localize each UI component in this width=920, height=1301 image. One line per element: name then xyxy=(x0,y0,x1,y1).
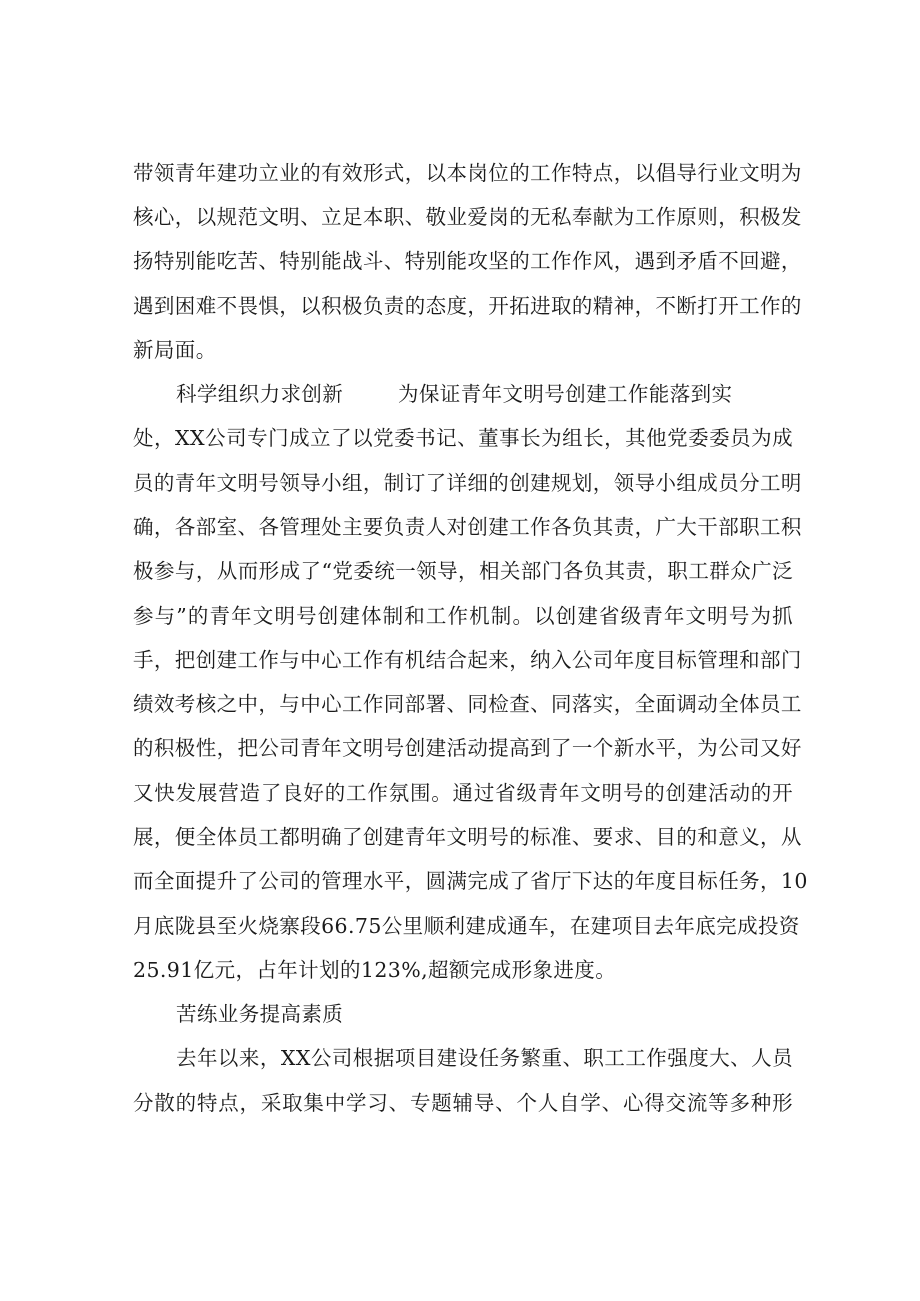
paragraph-start: 为保证青年文明号创建工作能落到实 xyxy=(398,382,733,406)
text-line: 而全面提升了公司的管理水平，圆满完成了省厅下达的年度目标任务，10 xyxy=(133,869,808,893)
text-line: 核心，以规范文明、立足本职、敬业爱岗的无私奉献为工作原则，积极发 xyxy=(133,205,802,229)
text-line: 去年以来，XX公司根据项目建设任务繁重、职工工作强度大、人员 xyxy=(176,1046,793,1070)
text-line: 极参与，从而形成了“党委统一领导，相关部门各负其责，职工群众广泛 xyxy=(133,559,793,583)
text-line: 处，XX公司专门成立了以党委书记、董事长为组长，其他党委委员为成 xyxy=(133,426,793,450)
section-heading-row xyxy=(176,378,793,410)
text-line: 的积极性，把公司青年文明号创建活动提高到了一个新水平，为公司又好 xyxy=(133,736,802,760)
text-line: 确，各部室、各管理处主要负责人对创建工作各负其责，广大干部职工积 xyxy=(133,515,802,539)
text-line: 带领青年建功立业的有效形式，以本岗位的工作特点，以倡导行业文明为 xyxy=(133,161,802,185)
text-line: 员的青年文明号领导小组，制订了详细的创建规划，领导小组成员分工明 xyxy=(133,471,802,495)
text-line: 25.91亿元，占年计划的123%,超额完成形象进度。 xyxy=(133,958,617,982)
text-line: 手，把创建工作与中心工作有机结合起来，纳入公司年度目标管理和部门 xyxy=(133,648,802,672)
section-heading: 苦练业务提高素质 xyxy=(176,1002,344,1026)
text-line: 展，便全体员工都明确了创建青年文明号的标准、要求、目的和意义，从 xyxy=(133,825,802,849)
text-line: 分散的特点，采取集中学习、专题辅导、个人自学、心得交流等多种形 xyxy=(133,1091,793,1115)
text-line: 扬特别能吃苦、特别能战斗、特别能攻坚的工作作风，遇到矛盾不回避， xyxy=(133,249,802,273)
text-line: 参与”的青年文明号创建体制和工作机制。以创建省级青年文明号为抓 xyxy=(133,604,793,628)
text-line: 绩效考核之中，与中心工作同部署、同检查、同落实，全面调动全体员工 xyxy=(133,692,802,716)
text-line: 遇到困难不畏惧，以积极负责的态度，开拓进取的精神，不断打开工作的 xyxy=(133,294,802,318)
section-heading: 科学组织力求创新 xyxy=(176,382,344,406)
text-line: 月底陇县至火烧寨段66.75公里顺利建成通车，在建项目去年底完成投资 xyxy=(133,914,800,938)
text-line: 又快发展营造了良好的工作氛围。通过省级青年文明号的创建活动的开 xyxy=(133,781,793,805)
text-line: 新局面。 xyxy=(133,338,217,362)
